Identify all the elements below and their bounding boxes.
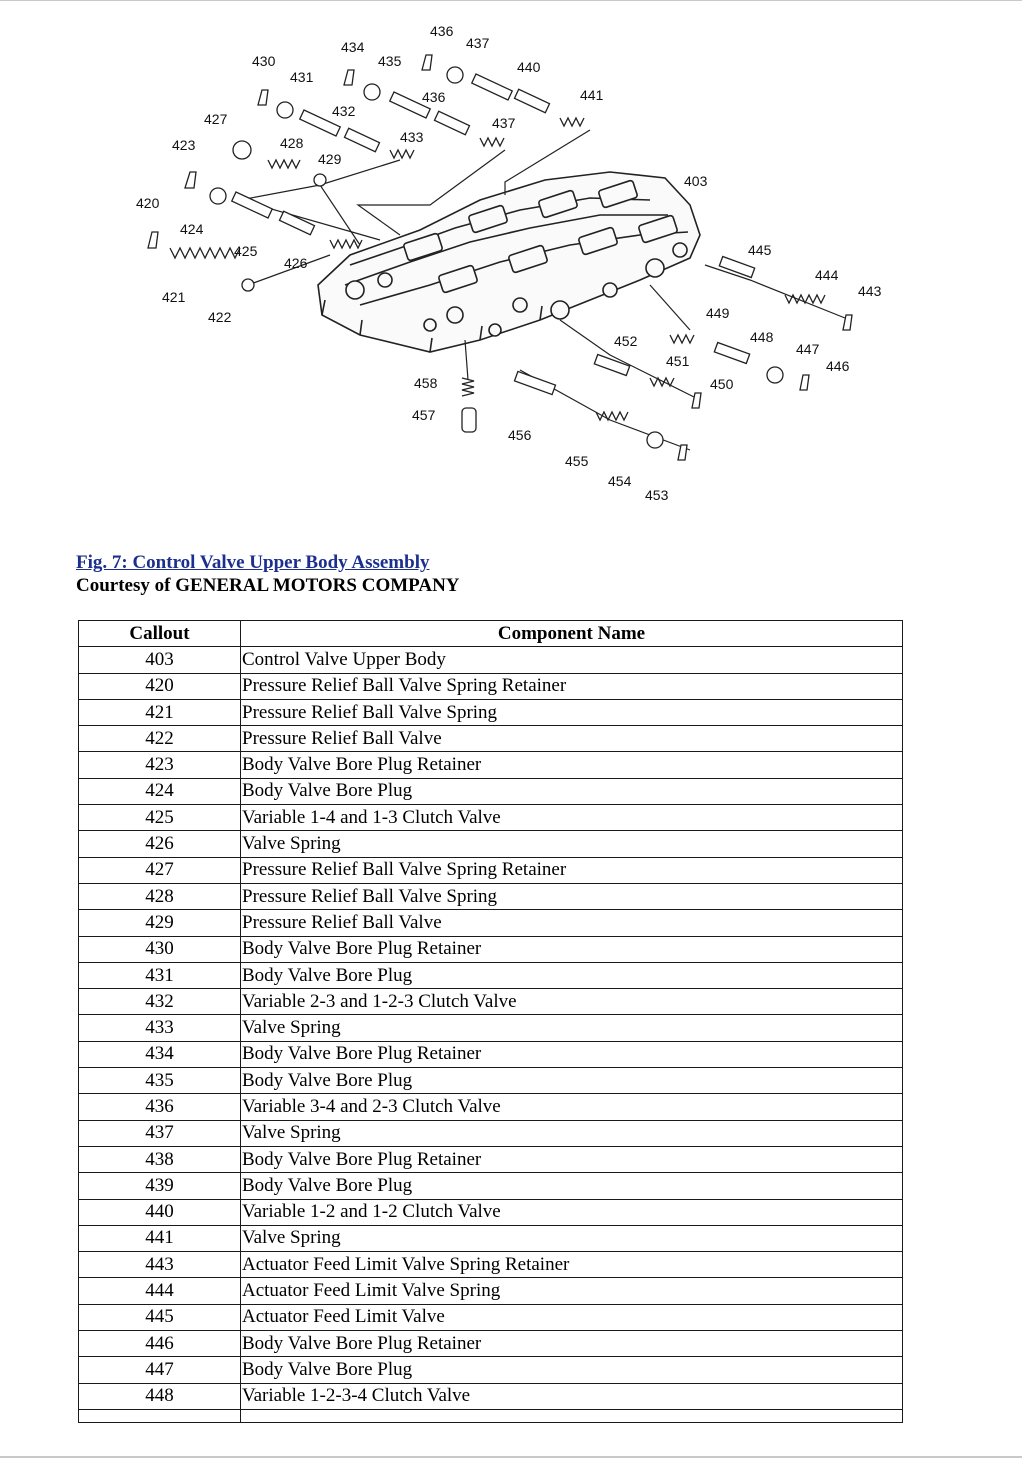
- valve-body-casting: [318, 172, 700, 352]
- callout-cell: 437: [79, 1120, 241, 1146]
- table-row: [79, 673, 903, 699]
- component-name-cell: Pressure Relief Ball Valve: [241, 910, 903, 936]
- component-name-cell: Actuator Feed Limit Valve Spring: [241, 1278, 903, 1304]
- component-name-cell: Variable 2-3 and 1-2-3 Clutch Valve: [241, 989, 903, 1015]
- spring-454: [596, 412, 628, 420]
- callout-454: 454: [608, 473, 632, 489]
- component-name-cell: Body Valve Bore Plug Retainer: [241, 752, 903, 778]
- callout-cell: 447: [79, 1357, 241, 1383]
- table-row-partial: [79, 1409, 903, 1422]
- callout-434: 434: [341, 39, 365, 55]
- callout-cell: 403: [79, 647, 241, 673]
- callout-cell: 429: [79, 910, 241, 936]
- table-row: [79, 857, 903, 883]
- figure-courtesy: Courtesy of GENERAL MOTORS COMPANY: [76, 575, 460, 596]
- callout-cell: 430: [79, 936, 241, 962]
- component-name-cell: Body Valve Bore Plug Retainer: [241, 936, 903, 962]
- spring-451: [650, 378, 674, 386]
- component-name-cell: Valve Spring: [241, 1120, 903, 1146]
- parts-table-body: [79, 647, 903, 1423]
- callout-420: 420: [136, 195, 160, 211]
- callout-cell: 448: [79, 1383, 241, 1409]
- table-row: [79, 1383, 903, 1409]
- table-row: [79, 752, 903, 778]
- component-name-cell: Actuator Feed Limit Valve Spring Retainer: [241, 1252, 903, 1278]
- callout-cell: 441: [79, 1225, 241, 1251]
- callout-cell: 438: [79, 1146, 241, 1172]
- component-name-cell: Valve Spring: [241, 1015, 903, 1041]
- callout-cell: 428: [79, 883, 241, 909]
- callout-cell: 439: [79, 1173, 241, 1199]
- table-row: [79, 883, 903, 909]
- component-name-cell: Body Valve Bore Plug Retainer: [241, 1331, 903, 1357]
- callout-cell: 424: [79, 778, 241, 804]
- callout-430: 430: [252, 53, 276, 69]
- callout-cell: [79, 1409, 241, 1422]
- callout-444: 444: [815, 267, 839, 283]
- component-name-cell: Pressure Relief Ball Valve Spring: [241, 883, 903, 909]
- callout-423: 423: [172, 137, 196, 153]
- callout-cell: 425: [79, 805, 241, 831]
- callout-column-header: Callout: [79, 621, 241, 647]
- top-rule: [0, 0, 1022, 1]
- diagram-canvas: [120, 15, 900, 515]
- callout-436: 436: [422, 89, 446, 105]
- callout-451: 451: [666, 353, 690, 369]
- callout-cell: 445: [79, 1304, 241, 1330]
- figure-caption-link[interactable]: Fig. 7: Control Valve Upper Body Assembly: [76, 552, 430, 573]
- spring-437: [480, 138, 504, 146]
- spring-428: [268, 160, 300, 168]
- component-name-cell: Variable 1-4 and 1-3 Clutch Valve: [241, 805, 903, 831]
- callout-427: 427: [204, 111, 228, 127]
- component-name-cell: [241, 1409, 903, 1422]
- callout-433: 433: [400, 129, 424, 145]
- callout-455: 455: [565, 453, 589, 469]
- callout-439: 437: [466, 35, 490, 51]
- component-name-cell: Actuator Feed Limit Valve: [241, 1304, 903, 1330]
- component-name-cell: Pressure Relief Ball Valve Spring Retainer: [241, 857, 903, 883]
- component-name-cell: Variable 1-2 and 1-2 Clutch Valve: [241, 1199, 903, 1225]
- callout-cell: 422: [79, 726, 241, 752]
- table-row: [79, 1252, 903, 1278]
- table-row: [79, 647, 903, 673]
- callout-cell: 426: [79, 831, 241, 857]
- callout-438: 436: [430, 23, 454, 39]
- callout-cell: 433: [79, 1015, 241, 1041]
- table-row: [79, 1015, 903, 1041]
- callout-457: 457: [412, 407, 436, 423]
- table-row: [79, 1304, 903, 1330]
- table-row: [79, 1199, 903, 1225]
- component-name-cell: Body Valve Bore Plug Retainer: [241, 1146, 903, 1172]
- callout-cell: 431: [79, 962, 241, 988]
- callout-cell: 434: [79, 1041, 241, 1067]
- component-name-cell: Body Valve Bore Plug: [241, 962, 903, 988]
- exploded-diagram: [120, 15, 900, 515]
- component-name-cell: Valve Spring: [241, 831, 903, 857]
- component-name-cell: Pressure Relief Ball Valve Spring: [241, 699, 903, 725]
- table-row: [79, 1120, 903, 1146]
- callout-429: 429: [318, 151, 342, 167]
- component-name-cell: Body Valve Bore Plug Retainer: [241, 1041, 903, 1067]
- callout-426: 426: [284, 255, 308, 271]
- callout-cell: 446: [79, 1331, 241, 1357]
- table-row: [79, 1146, 903, 1172]
- parts-table: [78, 620, 903, 1423]
- component-name-cell: Body Valve Bore Plug: [241, 1068, 903, 1094]
- callout-449: 449: [706, 305, 730, 321]
- callout-428: 428: [280, 135, 304, 151]
- table-row: [79, 805, 903, 831]
- callout-cell: 436: [79, 1094, 241, 1120]
- table-row: [79, 989, 903, 1015]
- component-name-cell: Valve Spring: [241, 1225, 903, 1251]
- callout-cell: 420: [79, 673, 241, 699]
- table-row: [79, 778, 903, 804]
- spring-441: [560, 118, 584, 126]
- callout-424: 424: [180, 221, 204, 237]
- table-row: [79, 699, 903, 725]
- callout-cell: 421: [79, 699, 241, 725]
- table-row: [79, 1173, 903, 1199]
- callout-cell: 427: [79, 857, 241, 883]
- callout-441: 441: [580, 87, 604, 103]
- callout-cell: 432: [79, 989, 241, 1015]
- table-row: [79, 831, 903, 857]
- component-name-cell: Variable 3-4 and 2-3 Clutch Valve: [241, 1094, 903, 1120]
- table-row: [79, 910, 903, 936]
- table-row: [79, 1278, 903, 1304]
- callout-437: 437: [492, 115, 516, 131]
- component-name-cell: Variable 1-2-3-4 Clutch Valve: [241, 1383, 903, 1409]
- table-row: [79, 936, 903, 962]
- table-row: [79, 726, 903, 752]
- callout-cell: 423: [79, 752, 241, 778]
- callout-432: 432: [332, 103, 356, 119]
- table-row: [79, 962, 903, 988]
- component-name-cell: Body Valve Bore Plug: [241, 1173, 903, 1199]
- callout-445: 445: [748, 242, 772, 258]
- callout-453: 453: [645, 487, 669, 503]
- callout-403: 403: [684, 173, 708, 189]
- callout-435: 435: [378, 53, 402, 69]
- component-name-cell: Pressure Relief Ball Valve: [241, 726, 903, 752]
- callout-cell: 444: [79, 1278, 241, 1304]
- callout-443: 443: [858, 283, 882, 299]
- callout-447: 447: [796, 341, 820, 357]
- component-name-cell: Control Valve Upper Body: [241, 647, 903, 673]
- spring-449: [670, 335, 694, 343]
- table-row: [79, 1068, 903, 1094]
- callout-cell: 443: [79, 1252, 241, 1278]
- spring-421: [170, 248, 240, 258]
- spring-433: [390, 150, 414, 158]
- table-row: [79, 1331, 903, 1357]
- callout-cell: 440: [79, 1199, 241, 1225]
- component-name-cell: Pressure Relief Ball Valve Spring Retainer: [241, 673, 903, 699]
- component-name-cell: Body Valve Bore Plug: [241, 1357, 903, 1383]
- spring-458: [462, 378, 474, 396]
- component-name-column-header: Component Name: [241, 621, 903, 647]
- callout-422: 422: [208, 309, 232, 325]
- component-name-cell: Body Valve Bore Plug: [241, 778, 903, 804]
- callout-440: 440: [517, 59, 541, 75]
- callout-450: 450: [710, 376, 734, 392]
- callout-425: 425: [234, 243, 258, 259]
- table-row: [79, 1041, 903, 1067]
- table-row: [79, 1357, 903, 1383]
- callout-458: 458: [414, 375, 438, 391]
- callout-431: 431: [290, 69, 314, 85]
- callout-452: 452: [614, 333, 638, 349]
- callout-448: 448: [750, 329, 774, 345]
- table-row: [79, 1094, 903, 1120]
- callout-446: 446: [826, 358, 850, 374]
- callout-421: 421: [162, 289, 186, 305]
- callout-456: 456: [508, 427, 532, 443]
- table-row: [79, 1225, 903, 1251]
- callout-cell: 435: [79, 1068, 241, 1094]
- table-header-row: [79, 621, 903, 647]
